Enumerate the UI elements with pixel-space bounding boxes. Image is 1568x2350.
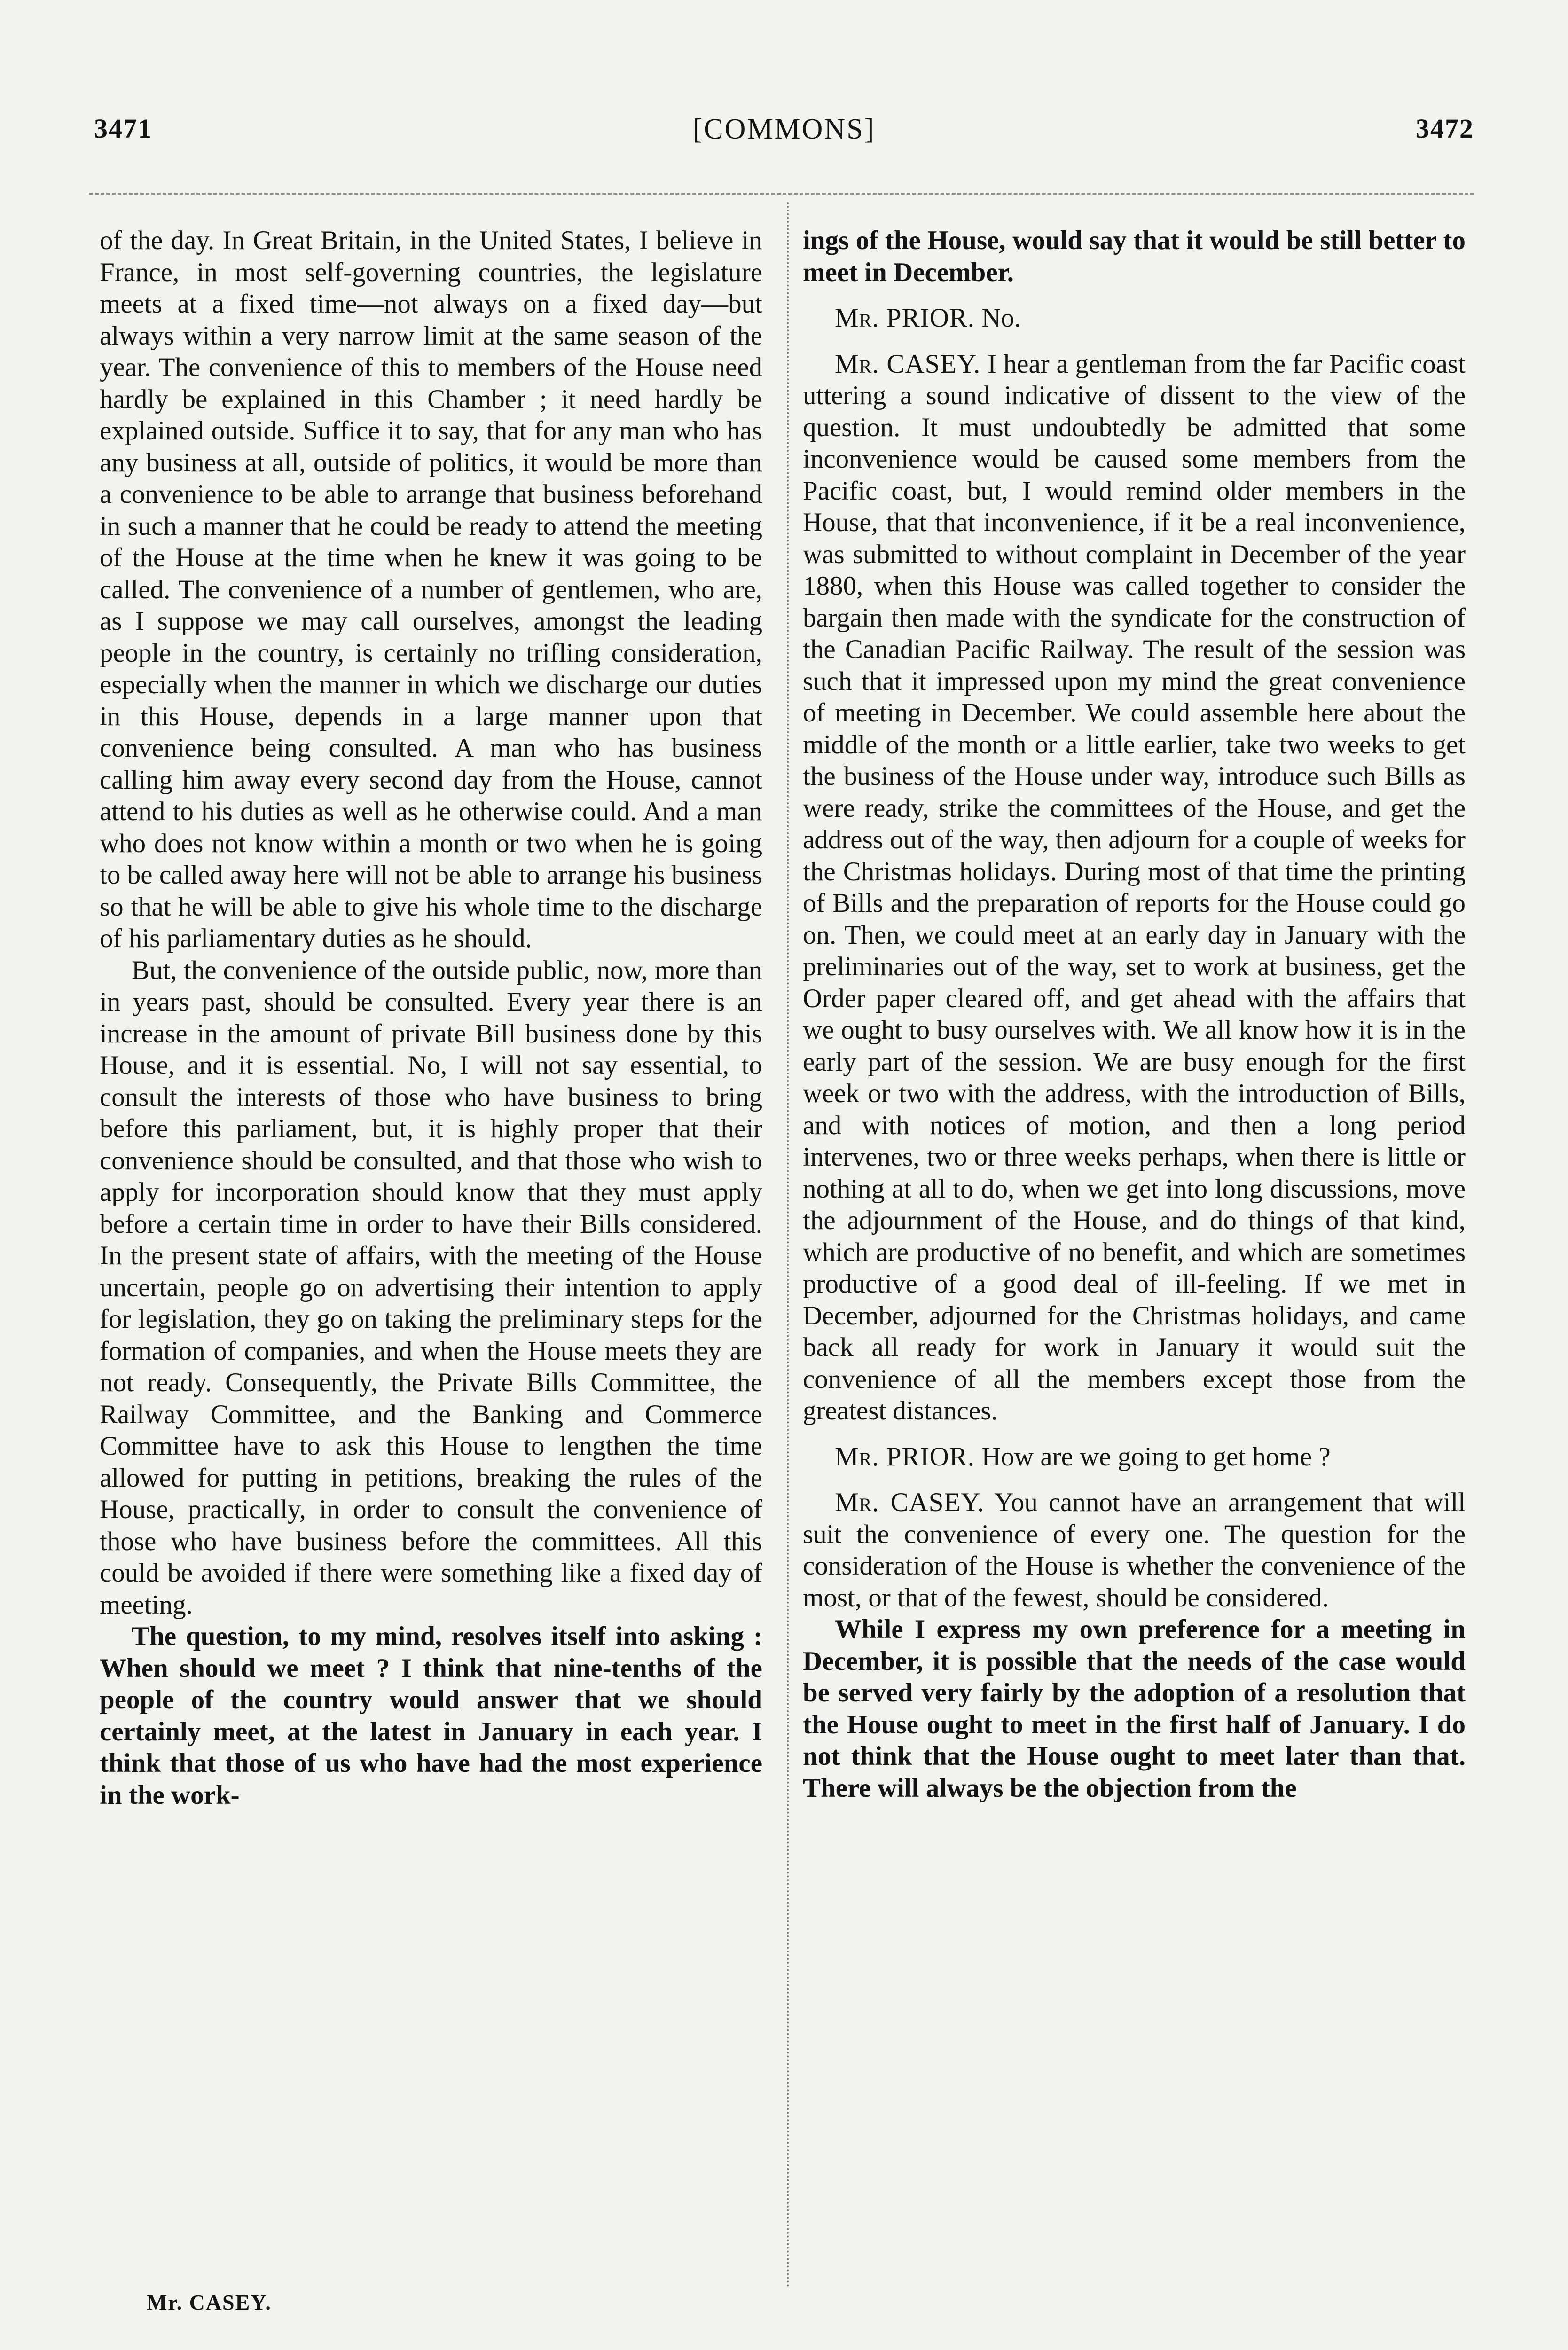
header-rule	[89, 193, 1474, 195]
right-page-number: 3472	[1416, 113, 1474, 144]
right-column	[803, 225, 1466, 1804]
left-paragraph-3: The question, to my mind, resolves itself into asking : When should we meet ? I think that nine-tenths of the people of the country would answer that we should certainly meet, at the latest in January in each year. I think that those of us who have had the most experience in the work-	[100, 1622, 762, 1810]
speaker-name: Mr. PRIOR.	[835, 1441, 975, 1472]
footer-speaker-name: Mr. CASEY.	[147, 2290, 272, 2314]
right-paragraph-6: While I express my own preference for a meeting in December, it is possible that the needs of the case would be served very fairly by the adoption of a resolution that the House ought to meet in the first half of January. I do not think that the House ought to meet later than that. There will always be the objection from the	[803, 1614, 1466, 1803]
speech-prior-1	[803, 302, 1466, 334]
speaker-name: Mr. CASEY.	[835, 1488, 985, 1517]
column-divider	[787, 202, 789, 2289]
page-header	[94, 113, 1474, 164]
speech-text: No.	[981, 303, 1021, 333]
speech-text: I hear a gentleman from the far Pacific coast uttering a sound indicative of dissent to the view of the question. It must undoubtedly be admitted that some inconvenience would be caused some members from the Pacific coast, but, I would remind older members in the House, that that inconvenience, if it be a real inconvenience, was submitted to without complaint in December of the year 1880, when this House was called together to consider the bargain then made with the syndicate for the construction of the Canadian Pacific Railway. The result of the session was such that it impressed upon my mind the great convenience of meeting in December. We could assemble here about the middle of the month or a little earlier, take two weeks to get the business of the House under way, introduce such Bills as were ready, strike the committees of the House, and get the address out of the way, then adjourn for a couple of weeks for the Christmas holidays. During most of that time the printing of Bills and the preparation of reports for the House could go on. Then, we could meet at an early day in January with the preliminaries out of the way, set to work at business, get the Order paper cleared off, and get ahead with the affairs that we ought to busy ourselves with. We all know how it is in the early part of the session. We are busy enough for the first week or two with the address, with the introduction of Bills, and with notices of motion, and then a long period intervenes, two or three weeks perhaps, when there is little or nothing at all to do, when we get into long discussions, move the adjournment of the House, and do things of that kind, which are productive of no benefit, and which are sometimes productive of a good deal of ill-feeling. If we met in December, adjourned for the Christmas holidays, and came back all ready for work in January it would suit the convenience of all the members except those from the greatest distances.	[803, 349, 1466, 1426]
left-page-number: 3471	[94, 113, 152, 144]
speech-casey-1	[803, 348, 1466, 1427]
speech-text: You cannot have an arrangement that will suit the convenience of every one. The question for the consideration of the House is whether the convenience of the most, or that of the fewest, should be considered.	[803, 1488, 1466, 1613]
speech-text: How are we going to get home ?	[981, 1441, 1331, 1472]
right-paragraph-1: ings of the House, would say that it would be still better to meet in December.	[803, 226, 1466, 287]
running-title: [COMMONS]	[692, 113, 876, 145]
speech-prior-2	[803, 1441, 1466, 1473]
left-column	[100, 225, 762, 1811]
speaker-name: Mr. PRIOR.	[835, 303, 975, 333]
left-paragraph-1: of the day. In Great Britain, in the United States, I believe in France, in most self-governing countries, the legislature meets at a fixed time—not always on a fixed day—but always within a very narrow limit at the same season of the year. The convenience of this to members of the House need hardly be explained in this Chamber ; it need hardly be explained outside. Suffice it to say, that for any man who has any business at all, outside of politics, it would be more than a convenience to be able to arrange that business beforehand in such a manner that he could be ready to attend the meeting of the House at the time when he knew it was going to be called. The convenience of a number of gentlemen, who are, as I suppose we may call ourselves, amongst the leading people in the country, is certainly no trifling consideration, especially when the manner in which we discharge our duties in this House, depends in a large manner upon that convenience being consulted. A man who has business calling him away every second day from the House, cannot attend to his duties as well as he otherwise could. And a man who does not know within a month or two when he is going to be called away here will not be able to arrange his business so that he will be able to give his whole time to the discharge of his parliamentary duties as he should.	[100, 226, 762, 953]
left-paragraph-2: But, the convenience of the outside public, now, more than in years past, should be consulted. Every year there is an increase in the amount of private Bill business done by this House, and it is essential. No, I will not say essential, to consult the interests of those who have business to bring before this parliament, but, it is highly proper that their convenience should be consulted, and that those who wish to apply for incorporation should know that they must apply before a certain time in order to have their Bills considered. In the present state of affairs, with the meeting of the House uncertain, people go on advertising their intention to apply for legislation, they go on taking the preliminary steps for the formation of companies, and when the House meets they are not ready. Consequently, the Private Bills Committee, the Railway Committee, and the Banking and Commerce Committee have to ask this House to lengthen the time allowed for putting in petitions, breaking the rules of the House, practically, in order to consult the convenience of those who have business before the committees. All this could be avoided if there were something like a fixed day of meeting.	[100, 955, 762, 1620]
speaker-name: Mr. CASEY.	[835, 349, 981, 379]
speech-casey-2	[803, 1487, 1466, 1614]
